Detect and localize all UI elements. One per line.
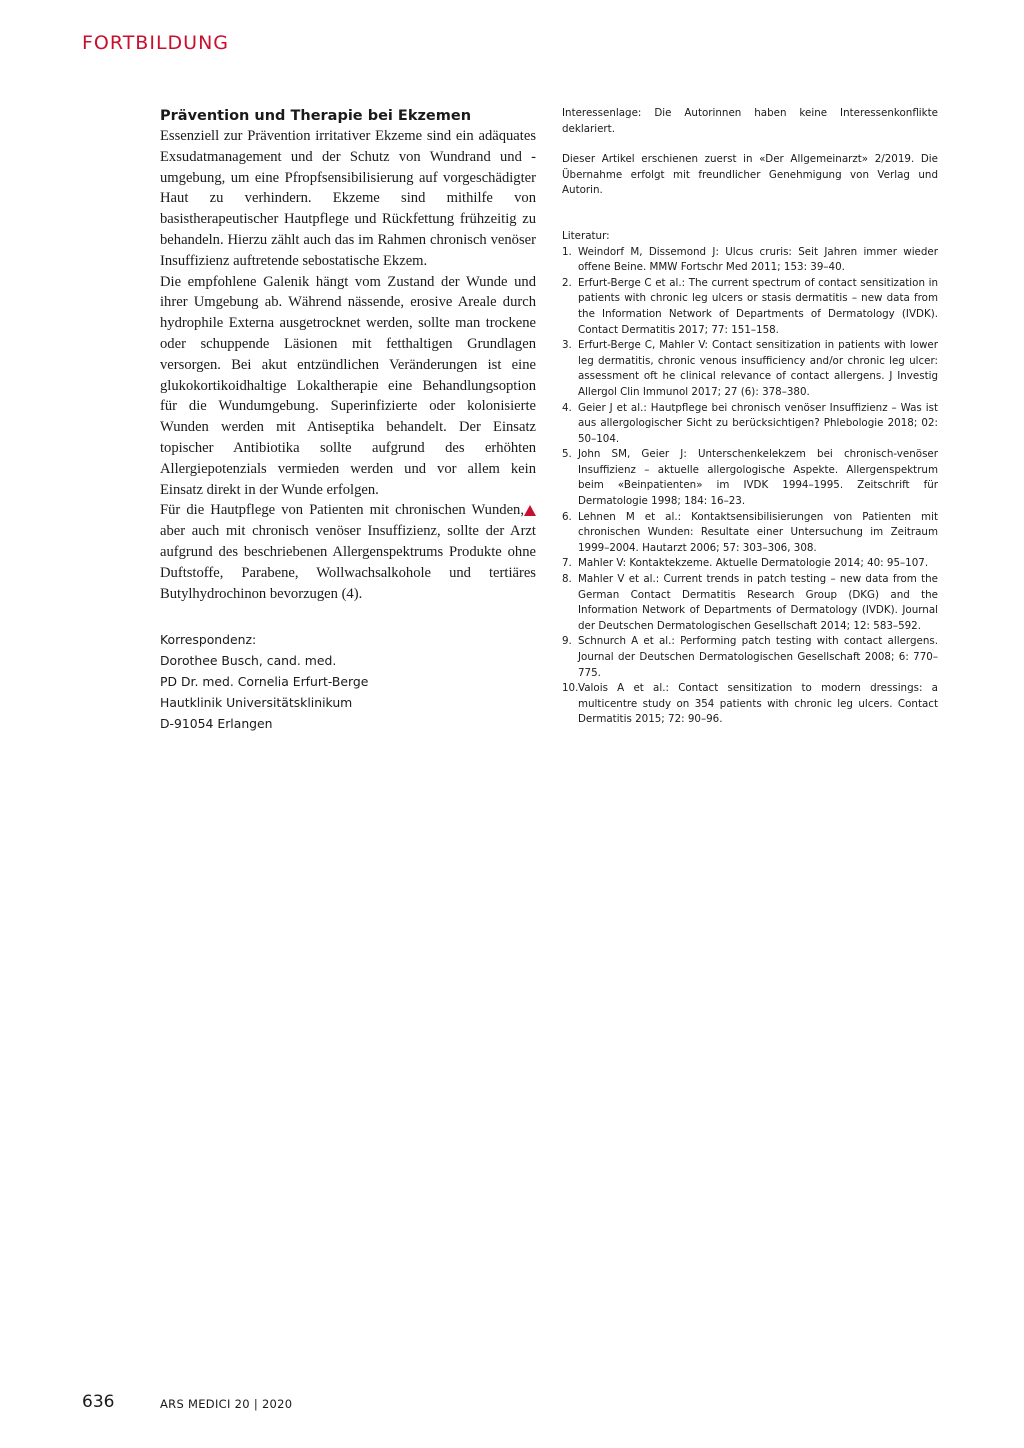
reference-text: John SM, Geier J: Unterschenkelekzem bei chronisch-venöser Insuffizienz – aktuelle allergologische Aspekte. Allergenspektrum beim «Beinpatienten» im IVDK 1994–1995. Zeitschrift für Dermatologie 1998; 184: 16–23.	[578, 448, 938, 508]
reference-number: 3.	[562, 339, 572, 352]
reference-item	[562, 276, 938, 338]
correspondence-line: D-91054 Erlangen	[160, 715, 273, 731]
reference-number: 7.	[562, 557, 572, 570]
reference-number: 10.	[562, 682, 579, 695]
correspondence-label: Korrespondenz:	[160, 632, 257, 648]
reference-item	[562, 556, 938, 572]
reference-item	[562, 681, 938, 728]
journal-issue: ARS MEDICI 20 | 2020	[160, 1397, 293, 1411]
reference-number: 8.	[562, 573, 572, 586]
correspondence-line: PD Dr. med. Cornelia Erfurt-Berge	[160, 673, 369, 689]
reference-item	[562, 510, 938, 557]
reference-text: Lehnen M et al.: Kontaktsensibilisierungen von Patienten mit chronischen Wunden: Resultate einer Untersuchung im Zeitraum 1999–2004. Hautarzt 2006; 57: 303–306, 308.	[578, 510, 938, 554]
end-triangle-icon	[524, 505, 536, 516]
reference-number: 6.	[562, 510, 572, 523]
article-heading: Prävention und Therapie bei Ekzemen	[160, 108, 472, 124]
correspondence-line: Dorothee Busch, cand. med.	[160, 653, 337, 669]
reference-item	[562, 245, 938, 276]
reference-text: Schnurch A et al.: Performing patch testing with contact allergens. Journal der Deutschen Dermatologischen Gesellschaft 2008; 6: 770–775.	[578, 635, 938, 679]
article-paragraph: Die empfohlene Galenik hängt vom Zustand der Wunde und ihrer Umgebung ab. Während nässende, erosive Areale durch hydrophile Externa ausgetrocknet werden, sollte man trockene oder schuppende Läsionen mit fetthaltigen Grundlagen versorgen. Bei akut entzündlichen Veränderungen ist eine glukokortikoidhaltige Lokaltherapie eine Behandlungsoption für die Wundumgebung. Superinfizierte oder kolonisierte Wunden werden mit Antiseptika behandelt. Der Einsatz topischer Antibiotika sollte aufgrund des erhöhten Allergiepotenzials vermieden werden und vor allem kein Einsatz direkt in der Wunde erfolgen.	[160, 273, 536, 498]
reference-number: 1.	[562, 245, 572, 258]
reference-item	[562, 572, 938, 634]
article-paragraph: Essenziell zur Prävention irritativer Ekzeme sind ein adäquates Exsudatmanagement und der Schutz von Wundrand und -umgebung, um eine Pfropfsensibilisierung auf vorgeschädigter Haut zu verhindern. Ekzeme sind mithilfe von basistherapeutischer Hautpflege und Rückfettung frühzeitig zu behandeln. Hierzu zählt auch das im Rahmen chronisch venöser Insuffizienz auftretende sebostatische Ekzem.	[160, 128, 536, 269]
reference-text: Mahler V et al.: Current trends in patch testing – new data from the German Contact Dermatitis Research Group (DKG) and the Information Network of Departments of Dermatology (IVDK). Journal der Deutschen Dermatologischen Gesellschaft 2014; 12: 583–592.	[578, 573, 938, 632]
correspondence-line: Hautklinik Universitätsklinikum	[160, 694, 353, 710]
reference-item	[562, 447, 938, 509]
reference-item	[562, 338, 938, 400]
reference-number: 9.	[562, 635, 572, 648]
reference-list	[562, 245, 938, 728]
reference-text: Erfurt-Berge C et al.: The current spectrum of contact sensitization in patients with chronic leg ulcers or stasis dermatitis – new data from the Information Network of Departments of Dermatology (IVDK). Contact Dermatitis 2017; 77: 151–158.	[578, 276, 938, 336]
sidebar-column	[562, 106, 938, 728]
reference-item	[562, 634, 938, 681]
reference-text: Mahler V: Kontaktekzeme. Aktuelle Dermatologie 2014; 40: 95–107.	[578, 557, 929, 570]
reference-text: Weindorf M, Dissemond J: Ulcus cruris: Seit Jahren immer wieder offene Beine. MMW Fortschr Med 2011; 153: 39–40.	[578, 245, 938, 274]
reference-text: Valois A et al.: Contact sensitization to modern dressings: a multicentre study on 354 patients with chronic leg ulcers. Contact Dermatitis 2015; 72: 90–96.	[578, 682, 938, 726]
interests-statement: Interessenlage: Die Autorinnen haben keine Interessenkonflikte deklariert.	[562, 107, 938, 135]
reference-number: 4.	[562, 401, 572, 414]
reference-text: Geier J et al.: Hautpflege bei chronisch venöser Insuffizienz – Was ist aus allergologischer Sicht zu berücksichtigen? Phlebologie 2018; 02: 50–104.	[578, 401, 938, 445]
page-number: 636	[82, 1392, 115, 1412]
reference-text: Erfurt-Berge C, Mahler V: Contact sensitization in patients with lower leg dermatitis, chronic venous insufficiency and/or chronic leg ulcer: assessment oft he clinical relevance of contact allergens. J Investig Allergol Clin Immunol 2017; 27 (6): 378–380.	[578, 339, 938, 398]
article-column	[160, 108, 536, 734]
article-paragraph-last	[160, 500, 536, 604]
reference-item	[562, 401, 938, 448]
publication-note: Dieser Artikel erschienen zuerst in «Der Allgemeinarzt» 2/2019. Die Übernahme erfolgt mit freundlicher Genehmigung von Verlag und Autorin.	[562, 153, 938, 197]
section-label: FORTBILDUNG	[82, 32, 230, 54]
correspondence-block	[160, 630, 536, 734]
reference-number: 5.	[562, 448, 572, 461]
references-label: Literatur:	[562, 229, 610, 242]
article-paragraph-text: Für die Hautpflege von Patienten mit chronischen Wunden, aber auch mit chronisch venöser Insuffizienz, sollte der Arzt aufgrund des beschriebenen Allergenspektrums Produkte ohne Duftstoffe, Parabene, Wollwachsalkohole und tertiäres Butylhydrochinon bevorzugen (4).	[160, 502, 536, 602]
reference-number: 2.	[562, 276, 572, 289]
